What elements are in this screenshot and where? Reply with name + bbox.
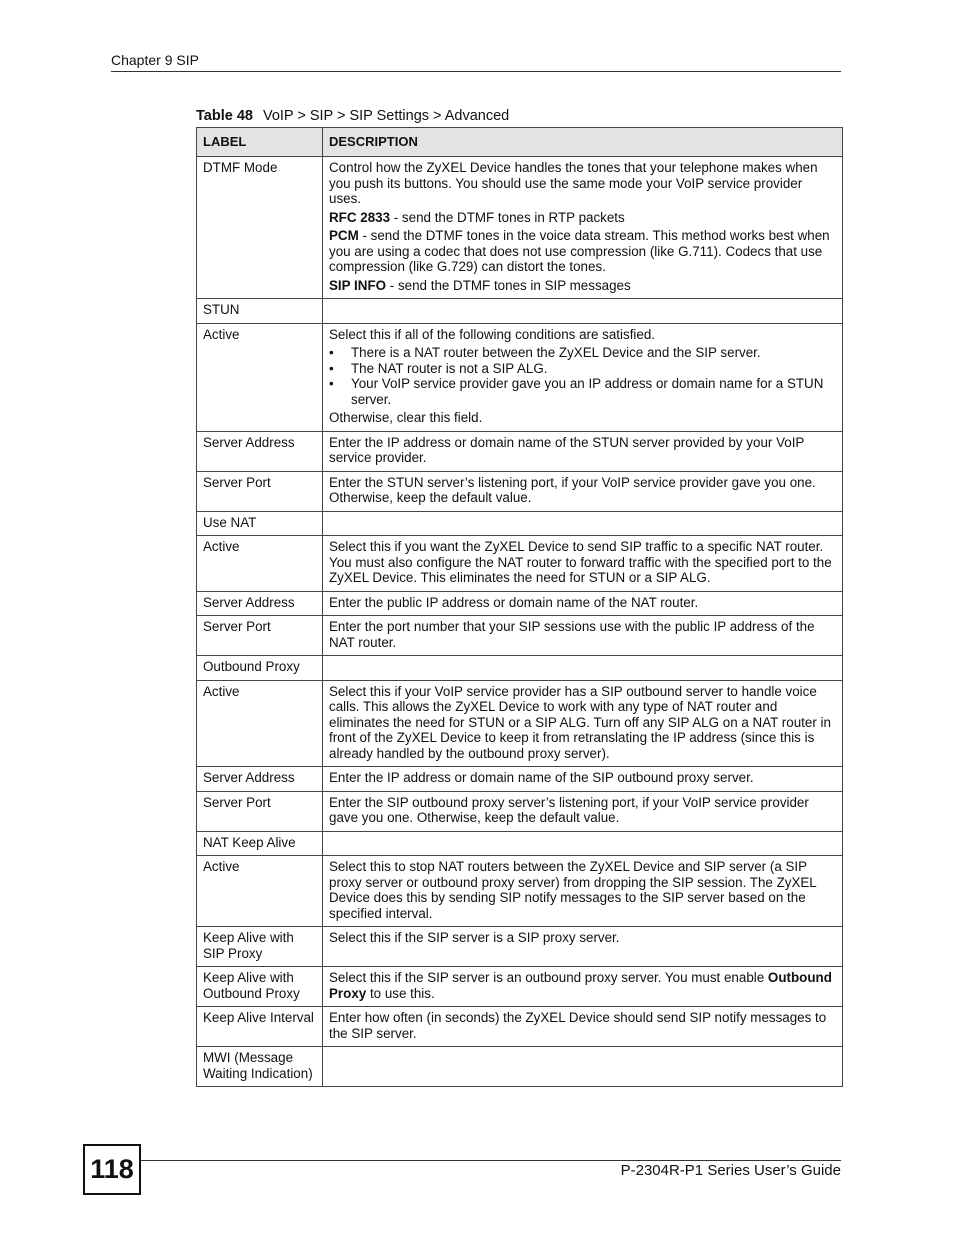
term: SIP INFO [329,277,387,293]
row-description: Enter the SIP outbound proxy server’s listening port, if your VoIP service provider gave you one. Otherwise, keep the default value. [323,791,843,831]
table-row [197,927,843,967]
table-row [197,323,843,431]
row-label: Server Port [197,791,323,831]
row-label: STUN [197,299,323,324]
description-text [329,210,836,226]
table-row [197,767,843,792]
table-row [197,680,843,767]
row-label: Keep Alive Interval [197,1007,323,1047]
term-text: - send the DTMF tones in SIP messages [386,277,631,293]
row-description: Enter how often (in seconds) the ZyXEL Device should send SIP notify messages to the SIP server. [323,1007,843,1047]
row-description [323,1047,843,1087]
table-row [197,1007,843,1047]
description-column-header: DESCRIPTION [323,128,843,157]
description-text: to use this. [366,985,435,1001]
row-label: DTMF Mode [197,157,323,299]
row-label: Server Address [197,591,323,616]
table-row [197,299,843,324]
term: RFC 2833 [329,209,391,225]
row-label: Outbound Proxy [197,656,323,681]
list-item: • Your VoIP service provider gave you an IP address or domain name for a STUN server. [329,376,836,407]
row-description: Enter the IP address or domain name of the STUN server provided by your VoIP service provider. [323,431,843,471]
table-row [197,1047,843,1087]
table-row [197,157,843,299]
row-label: Active [197,323,323,431]
row-description [323,831,843,856]
row-description: Select this if you want the ZyXEL Device to send SIP traffic to a specific NAT router. You must also configure the NAT router to forward traffic with the specified port to the ZyXEL Device. This eliminates the need for STUN or a SIP ALG. [323,536,843,592]
row-description: Select this if the SIP server is a SIP proxy server. [323,927,843,967]
term: Outbound Proxy [329,970,832,1001]
row-label: Keep Alive with SIP Proxy [197,927,323,967]
description-text: Select this if the SIP server is an outbound proxy server. You must enable [329,970,768,985]
description-text [329,278,836,294]
description-text: Control how the ZyXEL Device handles the tones that your telephone makes when you push its buttons. You should use the same mode your VoIP service provider uses. [329,160,818,206]
table-row [197,656,843,681]
table-row [197,471,843,511]
row-description: Enter the IP address or domain name of the SIP outbound proxy server. [323,767,843,792]
row-description: Select this if your VoIP service provider has a SIP outbound server to handle voice calls. This allows the ZyXEL Device to work with any type of NAT router and eliminates the need for STUN or a SIP ALG. Turn off any SIP ALG on a NAT router in front of the ZyXEL Device to keep it from retranslating the IP address (since this is already handled by the outbound proxy server). [323,680,843,767]
settings-table [196,127,843,1087]
page-number: 118 [83,1144,141,1195]
chapter-header: Chapter 9 SIP [111,52,199,68]
table-row [197,536,843,592]
row-label: Server Port [197,616,323,656]
description-text [329,228,836,275]
table-row [197,856,843,927]
header-rule [111,71,841,72]
row-label: Server Address [197,431,323,471]
term: PCM [329,228,359,243]
list-item: • The NAT router is not a SIP ALG. [329,361,836,377]
row-description [323,656,843,681]
row-description [323,299,843,324]
table-number: Table 48 [196,108,253,124]
table-row [197,591,843,616]
description-text: Select this if all of the following conditions are satisfied. [329,326,656,342]
row-description [323,967,843,1007]
label-column-header: LABEL [197,128,323,157]
table-caption [196,108,509,124]
row-label: NAT Keep Alive [197,831,323,856]
row-label: Active [197,680,323,767]
row-label: Server Address [197,767,323,792]
table-header-row [197,128,843,157]
table-row [197,431,843,471]
table-row [197,967,843,1007]
row-label: Use NAT [197,511,323,536]
table-row [197,791,843,831]
condition-list [329,345,836,407]
row-description [323,157,843,299]
row-description [323,323,843,431]
guide-title: P-2304R-P1 Series User’s Guide [620,1162,841,1179]
term-text: - send the DTMF tones in RTP packets [390,209,625,225]
row-label: Active [197,536,323,592]
row-description: Enter the public IP address or domain name of the NAT router. [323,591,843,616]
row-label: Server Port [197,471,323,511]
term-text: - send the DTMF tones in the voice data stream. This method works best when you are using a codec that does not use compression (like G.711). Codecs that use compression (like G.729) can distort the tones. [329,228,830,274]
row-description [323,511,843,536]
description-text: Otherwise, clear this field. [329,410,483,425]
table-row [197,831,843,856]
row-description: Enter the port number that your SIP sessions use with the public IP address of the NAT router. [323,616,843,656]
row-label: MWI (Message Waiting Indication) [197,1047,323,1087]
footer-rule [141,1160,841,1161]
table-title: VoIP > SIP > SIP Settings > Advanced [262,108,510,124]
row-description: Enter the STUN server’s listening port, if your VoIP service provider gave you one. Otherwise, keep the default value. [323,471,843,511]
list-item: • There is a NAT router between the ZyXEL Device and the SIP server. [329,345,836,361]
row-label: Keep Alive with Outbound Proxy [197,967,323,1007]
row-label: Active [197,856,323,927]
row-description: Select this to stop NAT routers between the ZyXEL Device and SIP server (a SIP proxy server or outbound proxy server) from dropping the SIP session. The ZyXEL Device does this by sending SIP notify messages to the SIP server based on the specified interval. [323,856,843,927]
table-row [197,616,843,656]
table-row [197,511,843,536]
